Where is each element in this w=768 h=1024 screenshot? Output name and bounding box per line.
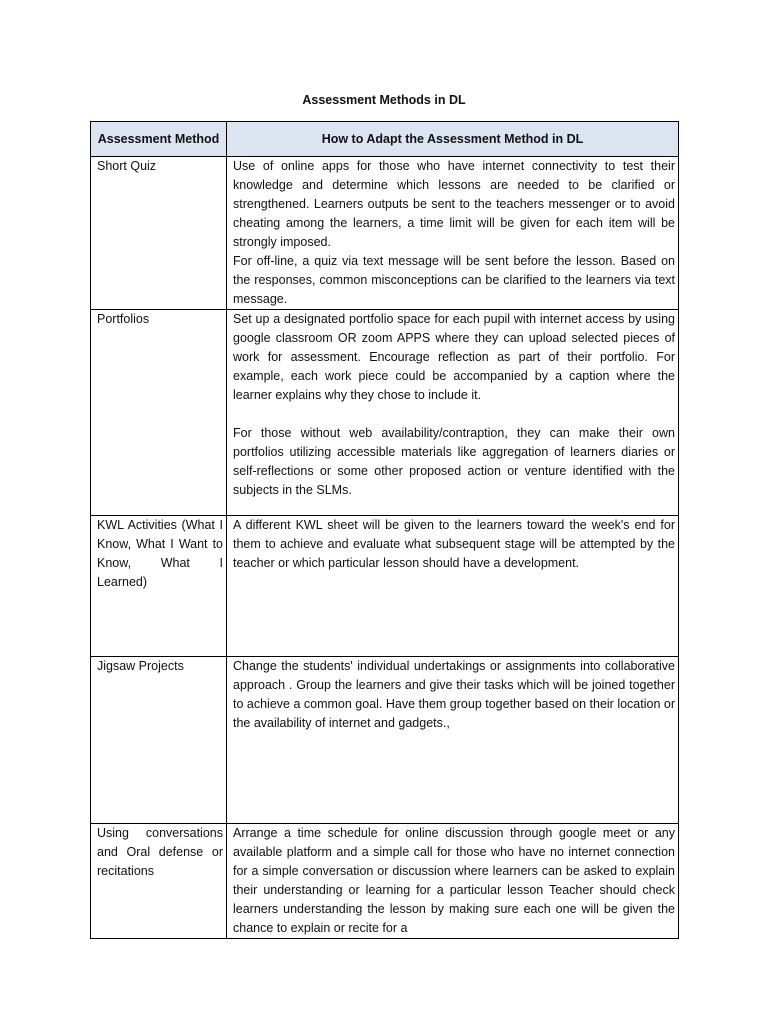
table-row-portfolios — [91, 310, 679, 516]
table-row-short-quiz — [91, 157, 679, 310]
method-cell: Using conversations and Oral defense or recitations — [91, 824, 227, 939]
table-header-row — [91, 122, 679, 157]
method-cell: Jigsaw Projects — [91, 657, 227, 824]
description-paragraph: For those without web availability/contraption, they can make their own portfolios utilizing accessible materials like aggregation of learners diaries or self-reflections or some other proposed action or venture identified with the subjects in the SLMs. — [233, 426, 675, 497]
description-cell — [227, 516, 679, 657]
header-assessment-method: Assessment Method — [91, 122, 227, 157]
table-row-jigsaw-projects — [91, 657, 679, 824]
description-paragraph: Arrange a time schedule for online discussion through google meet or any available platform and a simple call for those who have no internet connection for a simple conversation or discussion where learners can be asked to explain their understanding or learning for a particular lesson Teacher should check learners understanding the lesson by making sure each one will be given the chance to explain or recite for a — [233, 826, 675, 935]
description-paragraph: Set up a designated portfolio space for each pupil with internet access by using google classroom OR zoom APPS where they can upload selected pieces of work for assessment. Encourage reflection as part of their portfolio. For example, each work piece could be accompanied by a caption where the learner explains why they chose to include it. — [233, 312, 675, 402]
table-row-oral-defense — [91, 824, 679, 939]
document-title: Assessment Methods in DL — [302, 93, 466, 107]
method-cell: Short Quiz — [91, 157, 227, 310]
description-paragraph: Change the students' individual undertakings or assignments into collaborative approach . Group the learners and give their tasks which will be joined together to achieve a common goal. Have them group together based on their location or the availability of internet and gadgets., — [233, 659, 675, 730]
description-paragraph: Use of online apps for those who have internet connectivity to test their knowledge and determine which lessons are needed to be clarified or strengthened. Learners outputs be sent to the teachers messenger or to avoid cheating among the learners, a time limit will be given for each item will be strongly imposed. — [233, 159, 675, 249]
table-row-kwl-activities — [91, 516, 679, 657]
description-paragraph: A different KWL sheet will be given to the learners toward the week's end for them to achieve and evaluate what subsequent stage will be attempted by the teacher or which particular lesson should have a development. — [233, 518, 675, 570]
header-how-to-adapt: How to Adapt the Assessment Method in DL — [227, 122, 679, 157]
assessment-methods-table — [90, 121, 679, 939]
description-paragraph: For off-line, a quiz via text message will be sent before the lesson. Based on the responses, common misconceptions can be clarified to the learners via text message. — [233, 254, 675, 306]
description-cell — [227, 157, 679, 310]
description-cell — [227, 657, 679, 824]
method-cell: KWL Activities (What I Know, What I Want to Know, What I Learned) — [91, 516, 227, 657]
description-cell — [227, 310, 679, 516]
method-cell: Portfolios — [91, 310, 227, 516]
description-cell — [227, 824, 679, 939]
